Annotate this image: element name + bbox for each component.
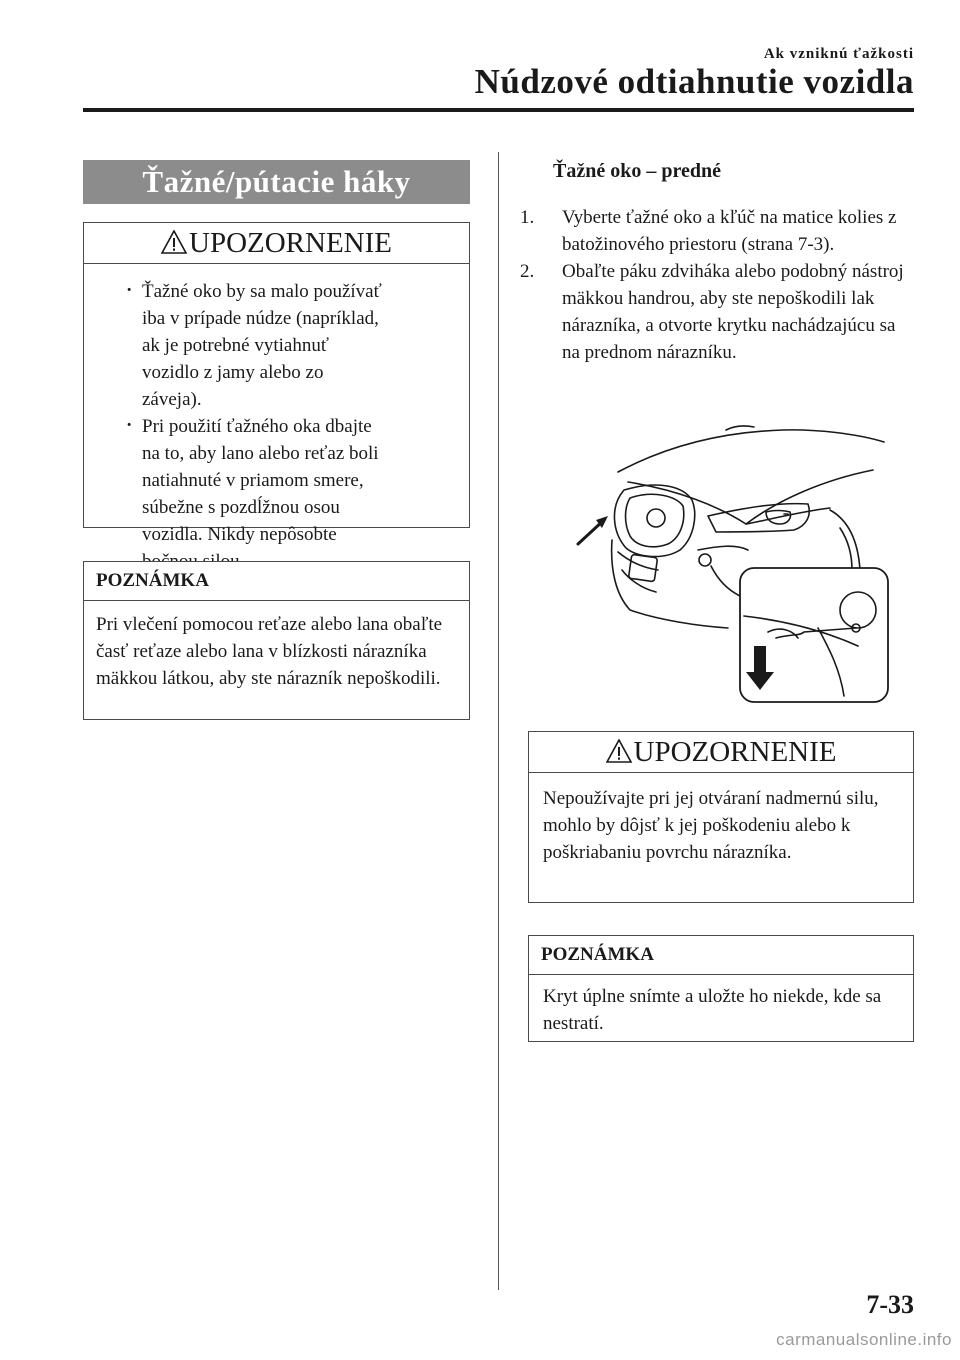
warning-triangle-icon	[161, 230, 187, 254]
warning-box-right	[528, 731, 914, 903]
note-header: POZNÁMKA	[529, 936, 913, 975]
steps-list	[520, 204, 910, 366]
step-text: Vyberte ťažné oko a kľúč na matice kolies z batožinového priestoru (strana 7-3).	[562, 207, 897, 255]
warning-text: Nepoužívajte pri jej otváraní nadmernú silu, mohlo by dôjsť k jej poškodeniu alebo k poškriabaniu povrchu nárazníka.	[543, 788, 879, 863]
warning-bullet: · Ťažné oko by sa malo používať iba v prípade núdze (napríklad, ak je potrebné vytiahnuť vozidlo z jamy alebo zo záveja).	[112, 278, 387, 413]
warning-header	[84, 223, 469, 264]
header-rule	[83, 108, 914, 112]
column-divider	[498, 152, 499, 1290]
note-header: POZNÁMKA	[84, 562, 469, 601]
warning-bullet: · Pri použití ťažného oka dbajte na to, aby lano alebo reťaz boli natiahnuté v priamom smere, súbežne s pozdĺžnou osou vozidla. Nikdy nepôsobte	[112, 413, 387, 575]
chapter-label: Ak vzniknú ťažkosti	[763, 46, 914, 62]
watermark: carmanualsonline.info	[776, 1330, 952, 1349]
note-box-right	[528, 935, 914, 1042]
step-item	[520, 204, 910, 258]
page-title: Núdzové odtiahnutie vozidla	[474, 62, 914, 101]
step-item	[520, 258, 910, 366]
subsection-title: Ťažné oko – predné	[553, 160, 721, 182]
page-number: 7-33	[866, 1290, 914, 1319]
note-text: Kryt úplne snímte a uložte ho niekde, kde sa nestratí.	[543, 986, 882, 1034]
warning-label: UPOZORNENIE	[189, 227, 392, 259]
step-number: 2.	[520, 261, 535, 282]
warning-bullets	[28, 264, 415, 575]
warning-header	[529, 732, 913, 773]
step-number: 1.	[520, 207, 535, 228]
note-text: Pri vlečení pomocou reťaze alebo lana obaľte časť reťaze alebo lana v blízkosti nárazníka mäkkou látkou, aby ste nárazník nepoškodili.	[96, 614, 443, 689]
note-box-left	[83, 561, 470, 720]
warning-triangle-icon	[606, 739, 632, 763]
section-title: Ťažné/pútacie háky	[83, 160, 470, 204]
warning-box-left	[83, 222, 470, 545]
warning-label: UPOZORNENIE	[633, 736, 837, 768]
car-front-bumper-illustration	[568, 420, 892, 704]
step-text: Obaľte páku zdviháka alebo podobný nástroj mäkkou handrou, aby ste nepoškodili lak nárazníka, a otvorte krytku nachádzajúcu sa na prednom nárazníku.	[562, 261, 904, 363]
